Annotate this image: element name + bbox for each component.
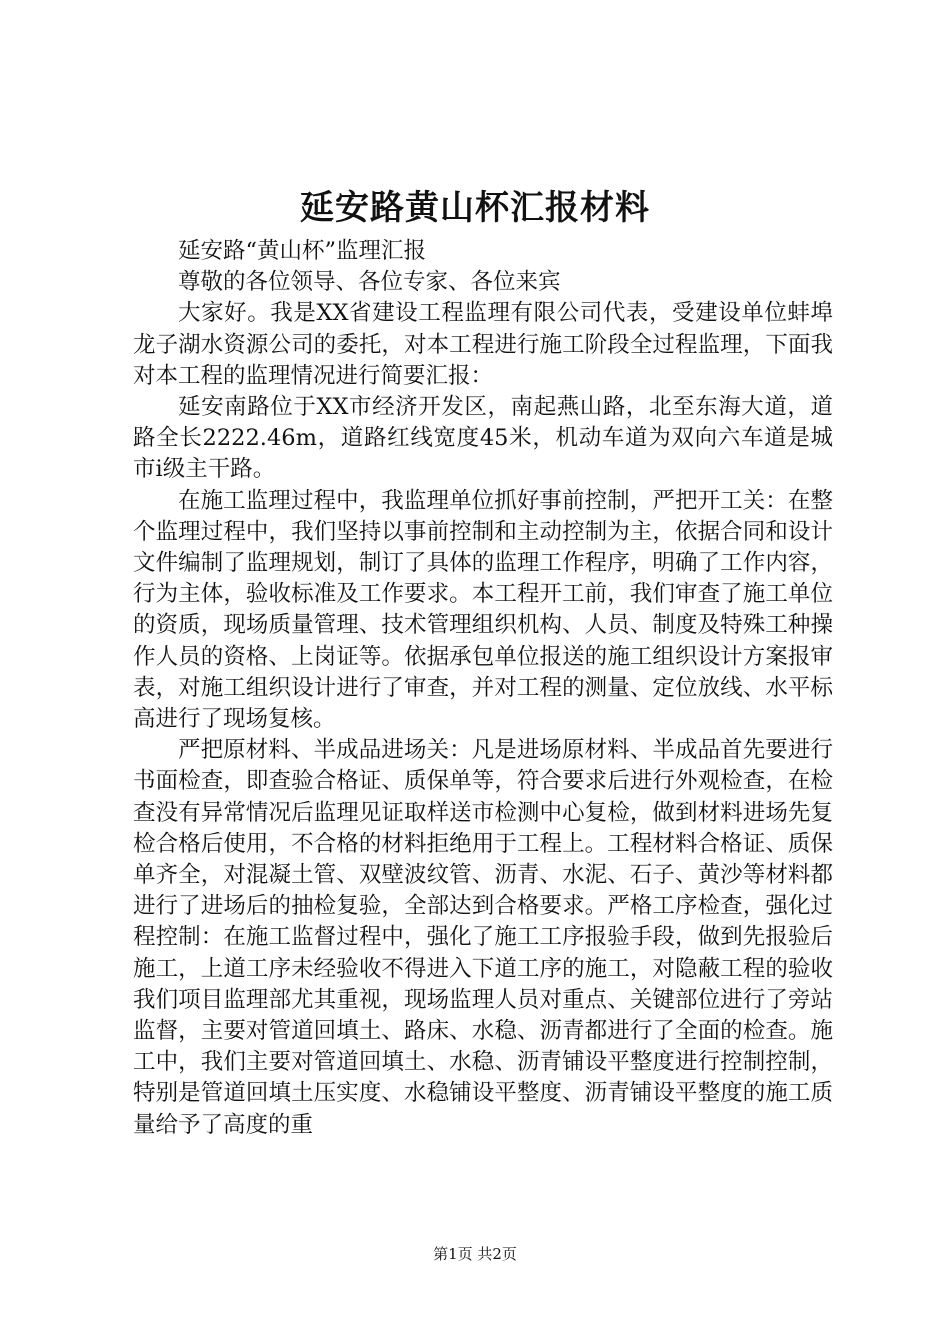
paragraph-pre-control: 在施工监理过程中，我监理单位抓好事前控制，严把开工关：在整个监理过程中，我们坚持以事前控制和主动控制为主，依据合同和设计文件编制了监理规划，制订了具体的监理工作程序，明确了工作内容，行为主体，验收标准及工作要求。本工程开工前，我们审查了施工单位的资质，现场质量管理、技术管理组织机构、人员、制度及特殊工种操作人员的资格、上岗证等。依据承包单位报送的施工组织设计方案报审表，对施工组织设计进行了审查，并对工程的测量、定位放线、水平标高进行了现场复核。	[133, 487, 833, 733]
paragraph-material-control: 严把原材料、半成品进场关：凡是进场原材料、半成品首先要进行书面检查，即查验合格证、质保单等，符合要求后进行外观检查，在检查没有异常情况后监理见证取样送市检测中心复检，做到材料进场先复检合格后使用，不合格的材料拒绝用于工程上。工程材料合格证、质保单齐全，对混凝土管、双壁波纹管、沥青、水泥、石子、黄沙等材料都进行了进场后的抽检复验，全部达到合格要求。严格工序检查，强化过程控制：在施工监督过程中，强化了施工工序报验手段，做到先报验后施工，上道工序未经验收不得进入下道工序的施工，对隐蔽工程的验收我们项目监理部尤其重视，现场监理人员对重点、关键部位进行了旁站监督，主要对管道回填土、路床、水稳、沥青都进行了全面的检查。施工中，我们主要对管道回填土、水稳、沥青铺设平整度进行控制控制，特别是管道回填土压实度、水稳铺设平整度、沥青铺设平整度的施工质量给予了高度的重	[133, 737, 833, 1138]
document-body	[133, 236, 833, 1141]
paragraph-subtitle: 延安路“黄山杯”监理汇报	[178, 238, 427, 264]
paragraph-road-overview: 延安南路位于XX市经济开发区，南起燕山路，北至东海大道，道路全长2222.46m，道路红线宽度45米，机动车道为双向六车道是城市i级主干路。	[133, 394, 833, 483]
paragraph-greeting: 大家好。我是XX省建设工程监理有限公司代表，受建设单位蚌埠龙子湖水资源公司的委托，对本工程进行施工阶段全过程监理，下面我对本工程的监理情况进行简要汇报：	[133, 300, 833, 389]
page-number-footer: 第1页 共2页	[433, 1245, 517, 1263]
paragraph-salutation: 尊敬的各位领导、各位专家、各位来宾	[178, 269, 561, 296]
document-title: 延安路黄山杯汇报材料	[300, 188, 650, 228]
